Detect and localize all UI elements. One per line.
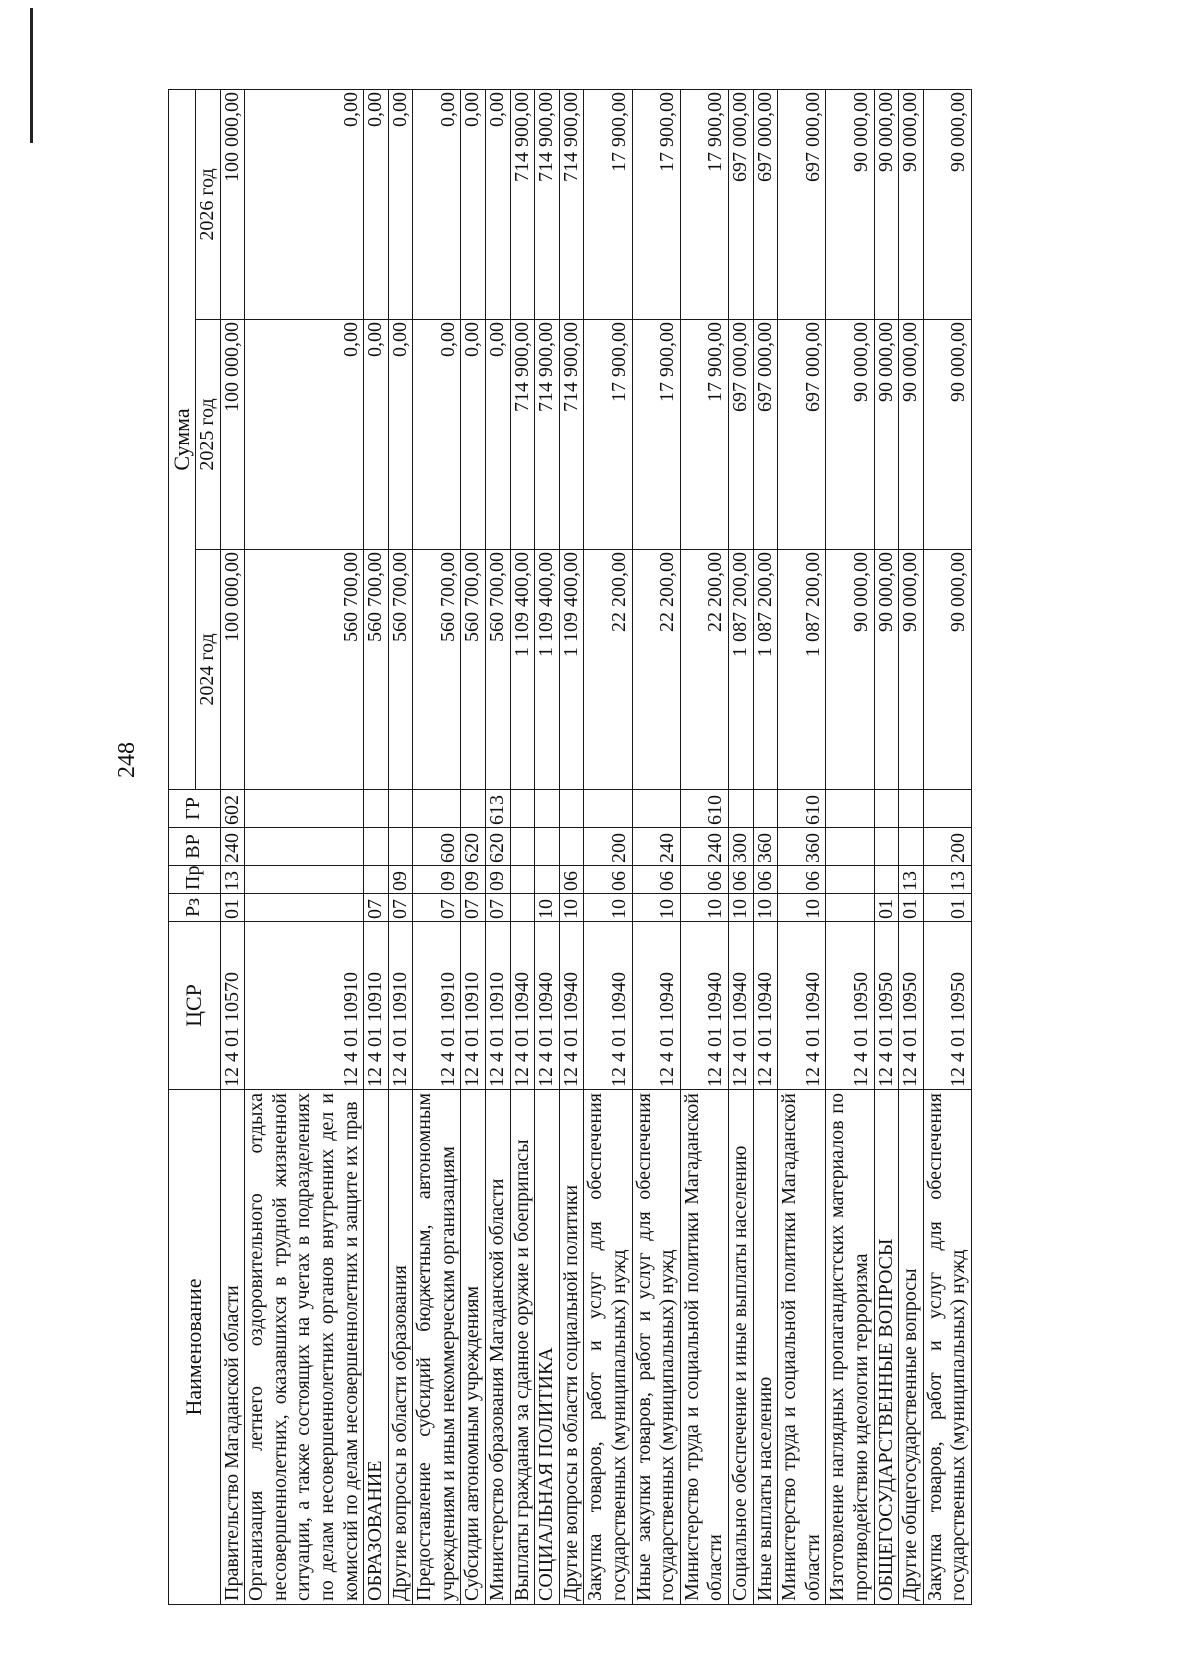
table-row bbox=[486, 89, 511, 1604]
cell-vr: 360 bbox=[753, 828, 778, 866]
cell-2024: 90 000,00 bbox=[826, 550, 874, 790]
cell-2026: 697 000,00 bbox=[778, 89, 826, 319]
cell-2025: 0,00 bbox=[245, 320, 364, 550]
cell-2026: 714 900,00 bbox=[535, 89, 560, 319]
cell-csr: 12 4 01 10910 bbox=[461, 922, 486, 1090]
budget-table bbox=[168, 89, 972, 1605]
cell-name: Закупка товаров, работ и услуг для обеспечения государственных (муниципальных) нужд bbox=[584, 1090, 632, 1605]
cell-vr: 240 bbox=[220, 828, 245, 866]
cell-2025: 697 000,00 bbox=[753, 320, 778, 550]
cell-rz: 10 bbox=[535, 894, 560, 922]
header-name: Наименование bbox=[169, 1090, 221, 1605]
cell-vr bbox=[899, 828, 924, 866]
cell-vr bbox=[245, 828, 364, 866]
table-row bbox=[874, 89, 899, 1604]
cell-2024: 22 200,00 bbox=[584, 550, 632, 790]
cell-pr: 13 bbox=[899, 866, 924, 894]
cell-2024: 1 087 200,00 bbox=[778, 550, 826, 790]
cell-2026: 0,00 bbox=[388, 89, 413, 319]
cell-gr bbox=[729, 790, 754, 828]
scan-edge-line bbox=[30, 8, 33, 143]
cell-rz: 10 bbox=[753, 894, 778, 922]
cell-2025: 714 900,00 bbox=[510, 320, 535, 550]
cell-csr: 12 4 01 10950 bbox=[826, 922, 874, 1090]
header-rz: Рз bbox=[169, 894, 221, 922]
cell-csr: 12 4 01 10940 bbox=[510, 922, 535, 1090]
cell-pr: 09 bbox=[486, 866, 511, 894]
cell-pr: 09 bbox=[413, 866, 461, 894]
cell-name: Министерство труда и социальной политики Магаданской области bbox=[778, 1090, 826, 1605]
cell-2026: 90 000,00 bbox=[899, 89, 924, 319]
cell-csr: 12 4 01 10940 bbox=[535, 922, 560, 1090]
cell-rz: 07 bbox=[388, 894, 413, 922]
cell-2024: 560 700,00 bbox=[388, 550, 413, 790]
cell-pr: 09 bbox=[388, 866, 413, 894]
cell-2024: 1 087 200,00 bbox=[729, 550, 754, 790]
cell-2026: 90 000,00 bbox=[923, 89, 971, 319]
cell-rz bbox=[826, 894, 874, 922]
cell-csr: 12 4 01 10910 bbox=[388, 922, 413, 1090]
cell-gr bbox=[388, 790, 413, 828]
cell-2025: 90 000,00 bbox=[874, 320, 899, 550]
cell-2025: 0,00 bbox=[388, 320, 413, 550]
cell-name: Изготовление наглядных пропагандистских материалов по противодействию идеологии терроризма bbox=[826, 1090, 874, 1605]
cell-gr bbox=[899, 790, 924, 828]
cell-pr: 06 bbox=[729, 866, 754, 894]
cell-csr: 12 4 01 10950 bbox=[899, 922, 924, 1090]
cell-2025: 0,00 bbox=[364, 320, 389, 550]
cell-name: ОБРАЗОВАНИЕ bbox=[364, 1090, 389, 1605]
header-gr: ГР bbox=[169, 790, 221, 828]
cell-vr bbox=[364, 828, 389, 866]
cell-csr: 12 4 01 10570 bbox=[220, 922, 245, 1090]
cell-pr bbox=[364, 866, 389, 894]
cell-gr bbox=[510, 790, 535, 828]
table-row bbox=[364, 89, 389, 1604]
cell-name: Иные выплаты населению bbox=[753, 1090, 778, 1605]
cell-2025: 17 900,00 bbox=[632, 320, 680, 550]
cell-gr: 613 bbox=[486, 790, 511, 828]
header-2026: 2026 год bbox=[195, 89, 220, 319]
cell-pr bbox=[510, 866, 535, 894]
header-sum: Сумма bbox=[169, 89, 196, 789]
cell-vr: 240 bbox=[680, 828, 728, 866]
cell-name: Предоставление субсидий бюджетным, автономным учреждениям и иным некоммерческим организациям bbox=[413, 1090, 461, 1605]
cell-vr bbox=[510, 828, 535, 866]
cell-2025: 100 000,00 bbox=[220, 320, 245, 550]
cell-2026: 697 000,00 bbox=[729, 89, 754, 319]
table-row bbox=[899, 89, 924, 1604]
cell-pr: 13 bbox=[923, 866, 971, 894]
cell-name: Субсидии автономным учреждениям bbox=[461, 1090, 486, 1605]
cell-name: Организация летнего оздоровительного отдыха несовершеннолетних, оказавшихся в трудной жизненной ситуации, а также состоящих на учетах в подразделениях по делам несовершеннолетних органов внутренних дел и комиссий по делам несовершеннолетних и защите их прав bbox=[245, 1090, 364, 1605]
cell-gr bbox=[923, 790, 971, 828]
table-row bbox=[753, 89, 778, 1604]
cell-vr bbox=[874, 828, 899, 866]
cell-rz: 10 bbox=[584, 894, 632, 922]
cell-2026: 17 900,00 bbox=[680, 89, 728, 319]
table-row bbox=[632, 89, 680, 1604]
cell-pr: 06 bbox=[632, 866, 680, 894]
cell-csr: 12 4 01 10910 bbox=[245, 922, 364, 1090]
cell-gr bbox=[826, 790, 874, 828]
table-row bbox=[923, 89, 971, 1604]
cell-rz: 07 bbox=[461, 894, 486, 922]
cell-2026: 0,00 bbox=[245, 89, 364, 319]
cell-vr: 620 bbox=[486, 828, 511, 866]
cell-2024: 90 000,00 bbox=[899, 550, 924, 790]
cell-vr bbox=[388, 828, 413, 866]
cell-pr: 06 bbox=[753, 866, 778, 894]
cell-pr bbox=[535, 866, 560, 894]
cell-vr: 300 bbox=[729, 828, 754, 866]
table-row bbox=[584, 89, 632, 1604]
cell-pr: 13 bbox=[220, 866, 245, 894]
cell-pr: 09 bbox=[461, 866, 486, 894]
cell-csr: 12 4 01 10940 bbox=[632, 922, 680, 1090]
cell-2024: 90 000,00 bbox=[874, 550, 899, 790]
cell-vr: 620 bbox=[461, 828, 486, 866]
cell-pr: 06 bbox=[778, 866, 826, 894]
cell-pr bbox=[826, 866, 874, 894]
header-vr: ВР bbox=[169, 828, 221, 866]
header-pr: Пр bbox=[169, 866, 221, 894]
cell-csr: 12 4 01 10940 bbox=[584, 922, 632, 1090]
cell-name: Закупка товаров, работ и услуг для обеспечения государственных (муниципальных) нужд bbox=[923, 1090, 971, 1605]
cell-rz: 10 bbox=[559, 894, 584, 922]
cell-gr bbox=[632, 790, 680, 828]
cell-rz: 07 bbox=[486, 894, 511, 922]
cell-gr: 610 bbox=[778, 790, 826, 828]
cell-pr bbox=[245, 866, 364, 894]
cell-csr: 12 4 01 10910 bbox=[413, 922, 461, 1090]
cell-vr bbox=[559, 828, 584, 866]
cell-2025: 90 000,00 bbox=[923, 320, 971, 550]
cell-name: Другие вопросы в области социальной политики bbox=[559, 1090, 584, 1605]
cell-name: Другие общегосударственные вопросы bbox=[899, 1090, 924, 1605]
table-row bbox=[388, 89, 413, 1604]
cell-2024: 22 200,00 bbox=[680, 550, 728, 790]
cell-2025: 0,00 bbox=[461, 320, 486, 550]
table-row bbox=[559, 89, 584, 1604]
cell-name: Министерство труда и социальной политики Магаданской области bbox=[680, 1090, 728, 1605]
cell-name: Правительство Магаданской области bbox=[220, 1090, 245, 1605]
table-row bbox=[535, 89, 560, 1604]
cell-name: ОБЩЕГОСУДАРСТВЕННЫЕ ВОПРОСЫ bbox=[874, 1090, 899, 1605]
cell-rz: 01 bbox=[220, 894, 245, 922]
cell-pr: 06 bbox=[559, 866, 584, 894]
page-number: 248 bbox=[114, 742, 140, 778]
cell-name: Социальное обеспечение и иные выплаты населению bbox=[729, 1090, 754, 1605]
cell-csr: 12 4 01 10940 bbox=[680, 922, 728, 1090]
cell-gr bbox=[753, 790, 778, 828]
cell-vr: 360 bbox=[778, 828, 826, 866]
cell-2026: 0,00 bbox=[364, 89, 389, 319]
cell-2024: 1 109 400,00 bbox=[559, 550, 584, 790]
cell-2025: 17 900,00 bbox=[680, 320, 728, 550]
cell-2024: 1 109 400,00 bbox=[535, 550, 560, 790]
cell-name: СОЦИАЛЬНАЯ ПОЛИТИКА bbox=[535, 1090, 560, 1605]
cell-2025: 714 900,00 bbox=[559, 320, 584, 550]
cell-csr: 12 4 01 10940 bbox=[778, 922, 826, 1090]
cell-csr: 12 4 01 10940 bbox=[729, 922, 754, 1090]
table-row bbox=[461, 89, 486, 1604]
cell-gr bbox=[535, 790, 560, 828]
table-row bbox=[778, 89, 826, 1604]
cell-2024: 560 700,00 bbox=[486, 550, 511, 790]
table-row bbox=[510, 89, 535, 1604]
cell-name: Другие вопросы в области образования bbox=[388, 1090, 413, 1605]
cell-2024: 560 700,00 bbox=[413, 550, 461, 790]
cell-2025: 17 900,00 bbox=[584, 320, 632, 550]
cell-2026: 697 000,00 bbox=[753, 89, 778, 319]
cell-rz: 01 bbox=[923, 894, 971, 922]
cell-gr: 610 bbox=[680, 790, 728, 828]
cell-gr bbox=[584, 790, 632, 828]
cell-2026: 17 900,00 bbox=[632, 89, 680, 319]
cell-csr: 12 4 01 10940 bbox=[753, 922, 778, 1090]
header-2024: 2024 год bbox=[195, 550, 220, 790]
cell-rz: 10 bbox=[680, 894, 728, 922]
cell-csr: 12 4 01 10910 bbox=[364, 922, 389, 1090]
table-row bbox=[680, 89, 728, 1604]
cell-2024: 90 000,00 bbox=[923, 550, 971, 790]
cell-gr: 602 bbox=[220, 790, 245, 828]
cell-gr bbox=[245, 790, 364, 828]
cell-pr: 06 bbox=[584, 866, 632, 894]
cell-vr bbox=[826, 828, 874, 866]
cell-name: Выплаты гражданам за сданное оружие и боеприпасы bbox=[510, 1090, 535, 1605]
cell-2025: 90 000,00 bbox=[826, 320, 874, 550]
cell-2025: 0,00 bbox=[413, 320, 461, 550]
cell-rz bbox=[510, 894, 535, 922]
cell-2026: 90 000,00 bbox=[826, 89, 874, 319]
cell-2024: 1 109 400,00 bbox=[510, 550, 535, 790]
cell-vr: 200 bbox=[923, 828, 971, 866]
cell-rz: 01 bbox=[899, 894, 924, 922]
cell-name: Иные закупки товаров, работ и услуг для обеспечения государственных (муниципальных) нужд bbox=[632, 1090, 680, 1605]
cell-2025: 0,00 bbox=[486, 320, 511, 550]
cell-rz: 10 bbox=[632, 894, 680, 922]
cell-2024: 560 700,00 bbox=[245, 550, 364, 790]
table-row bbox=[245, 89, 364, 1604]
cell-csr: 12 4 01 10940 bbox=[559, 922, 584, 1090]
cell-2025: 714 900,00 bbox=[535, 320, 560, 550]
cell-csr: 12 4 01 10950 bbox=[874, 922, 899, 1090]
cell-pr bbox=[874, 866, 899, 894]
cell-2024: 560 700,00 bbox=[461, 550, 486, 790]
table-row bbox=[220, 89, 245, 1604]
cell-2024: 100 000,00 bbox=[220, 550, 245, 790]
cell-2026: 0,00 bbox=[486, 89, 511, 319]
cell-rz: 10 bbox=[778, 894, 826, 922]
table-row bbox=[826, 89, 874, 1604]
cell-2024: 22 200,00 bbox=[632, 550, 680, 790]
table-row bbox=[413, 89, 461, 1604]
cell-name: Министерство образования Магаданской области bbox=[486, 1090, 511, 1605]
cell-2025: 90 000,00 bbox=[899, 320, 924, 550]
cell-2026: 0,00 bbox=[461, 89, 486, 319]
cell-vr: 200 bbox=[584, 828, 632, 866]
cell-csr: 12 4 01 10950 bbox=[923, 922, 971, 1090]
cell-2024: 560 700,00 bbox=[364, 550, 389, 790]
table-row bbox=[729, 89, 754, 1604]
cell-rz bbox=[245, 894, 364, 922]
cell-vr bbox=[535, 828, 560, 866]
cell-rz: 07 bbox=[413, 894, 461, 922]
cell-rz: 01 bbox=[874, 894, 899, 922]
cell-2026: 0,00 bbox=[413, 89, 461, 319]
cell-csr: 12 4 01 10910 bbox=[486, 922, 511, 1090]
header-2025: 2025 год bbox=[195, 320, 220, 550]
cell-gr bbox=[364, 790, 389, 828]
cell-gr bbox=[461, 790, 486, 828]
cell-vr: 600 bbox=[413, 828, 461, 866]
header-csr: ЦСР bbox=[169, 922, 221, 1090]
cell-2026: 714 900,00 bbox=[510, 89, 535, 319]
cell-gr bbox=[874, 790, 899, 828]
cell-vr: 240 bbox=[632, 828, 680, 866]
rotated-table-wrapper bbox=[168, 90, 972, 1605]
cell-2024: 1 087 200,00 bbox=[753, 550, 778, 790]
table-header bbox=[169, 89, 221, 1604]
cell-2026: 714 900,00 bbox=[559, 89, 584, 319]
cell-2026: 90 000,00 bbox=[874, 89, 899, 319]
cell-pr: 06 bbox=[680, 866, 728, 894]
cell-2025: 697 000,00 bbox=[729, 320, 754, 550]
cell-rz: 10 bbox=[729, 894, 754, 922]
cell-gr bbox=[413, 790, 461, 828]
cell-2025: 697 000,00 bbox=[778, 320, 826, 550]
cell-2026: 17 900,00 bbox=[584, 89, 632, 319]
cell-gr bbox=[559, 790, 584, 828]
cell-rz: 07 bbox=[364, 894, 389, 922]
table-body bbox=[220, 89, 971, 1604]
cell-2026: 100 000,00 bbox=[220, 89, 245, 319]
